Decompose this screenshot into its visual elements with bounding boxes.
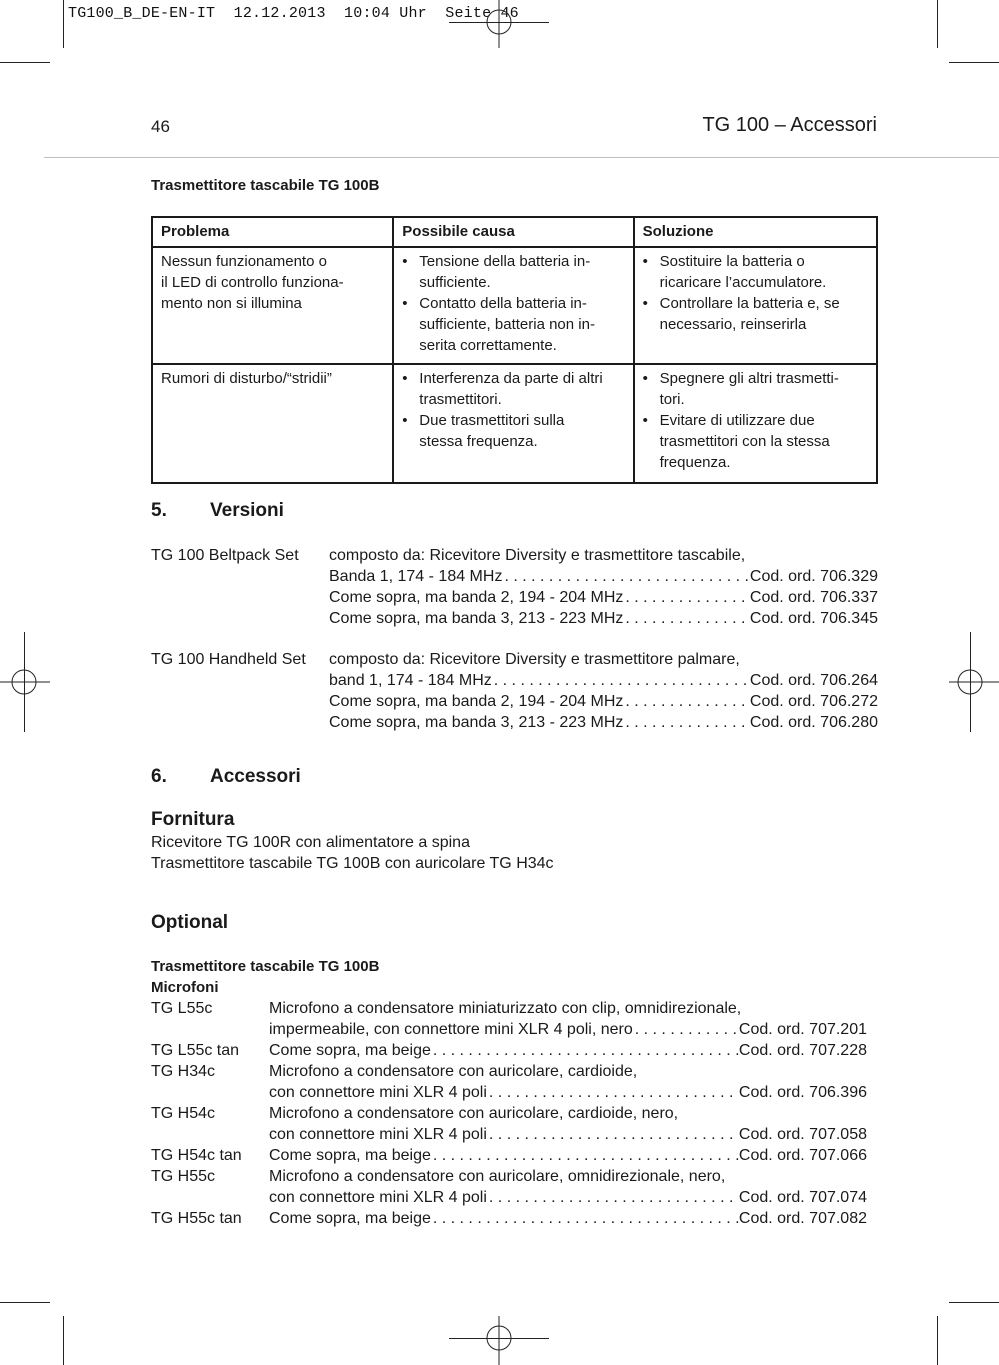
list-item: TG H55c Microfono a condensatore con auricolare, omnidirezionale, nero, — [151, 1168, 726, 1185]
list-item: TG H55c tan Come sopra, ma beige . . . Cod. ord. 707.082 — [151, 1208, 867, 1229]
list-item: • Contatto della batteria in- sufficiente, batteria non in- serita correttamente. — [402, 293, 624, 356]
table-header-row — [152, 217, 877, 247]
cause-cell — [393, 364, 633, 483]
list-item: TG H34c Microfono a condensatore con auricolare, cardioide, — [151, 1063, 638, 1080]
solution-cell — [634, 247, 877, 364]
microphones-heading: Microfoni — [151, 979, 219, 996]
list-item: • Controllare la batteria e, se necessario, reinserirla — [643, 293, 868, 335]
order-line: Banda 1, 174 - 184 MHz . . . Cod. ord. 706.329 — [329, 566, 878, 587]
troubleshooting-table — [151, 216, 878, 484]
set-name: TG 100 Beltpack Set — [151, 547, 299, 564]
solution-cell — [634, 364, 877, 483]
list-item: TG L55c Microfono a condensatore miniaturizzato con clip, omnidirezionale, — [151, 1000, 742, 1017]
header-rule — [44, 157, 999, 158]
list-item: • Due trasmettitori sulla stessa frequenza. — [402, 410, 624, 452]
cause-cell — [393, 247, 633, 364]
page-number: 46 — [151, 117, 170, 136]
running-head: TG 100 – Accessori — [702, 114, 877, 136]
optional-subheading: Trasmettitore tascabile TG 100B — [151, 958, 380, 975]
microphone-list: TG L55c Microfono a condensatore miniaturizzato con clip, omnidirezionale, impermeabile, con connettore mini XLR 4 poli, nero . . . Cod. ord. 707.201 TG L55c tan Come sopra, ma beige . . . Cod. ord. 707.228 TG H34c Microfono a condensatore con auricolare, cardioide, con connettore mini XLR 4 poli . . . Cod. ord. 706.396 TG H54c Microfono a condensatore con auricolare, cardioide, nero, con connettore mini XLR 4 poli . . . Cod. ord. 707.058 TG H54c tan Come sopra, ma beige . . . Cod. ord. 707.066 TG H55c Microfono a condensatore con auricolare, omnidirezionale, nero, con connettore mini XLR 4 poli . . . Cod. ord. 707.074 TG H55c tan Come sopra, ma beige . . . Cod. ord. 707.082 — [151, 998, 867, 1229]
set-name: TG 100 Handheld Set — [151, 651, 306, 668]
supply-line: Ricevitore TG 100R con alimentatore a spina — [151, 834, 470, 851]
order-line: Come sopra, ma banda 3, 213 - 223 MHz . . . Cod. ord. 706.280 — [329, 712, 878, 733]
supply-line: Trasmettitore tascabile TG 100B con auricolare TG H34c — [151, 855, 554, 872]
section-versions-heading: 5. Versioni — [151, 500, 284, 521]
problem-cell: Rumori di disturbo/“stridii” — [152, 364, 393, 483]
header-solution: Soluzione — [634, 217, 877, 247]
section-accessories-heading: 6. Accessori — [151, 766, 301, 787]
table-row — [152, 247, 877, 364]
set-intro: composto da: Ricevitore Diversity e trasmettitore palmare, — [329, 651, 740, 668]
table-row — [152, 364, 877, 483]
order-line: Come sopra, ma banda 2, 194 - 204 MHz . . . Cod. ord. 706.337 — [329, 587, 878, 608]
order-line: Come sopra, ma banda 2, 194 - 204 MHz . . . Cod. ord. 706.272 — [329, 691, 878, 712]
list-item: • Evitare di utilizzare due trasmettitori con la stessa frequenza. — [643, 410, 868, 473]
list-item: • Interferenza da parte di altri trasmettitori. — [402, 368, 624, 410]
list-item: TG H54c tan Come sopra, ma beige . . . Cod. ord. 707.066 — [151, 1145, 867, 1166]
print-slug: TG100_B_DE-EN-IT 12.12.2013 10:04 Uhr Seite 46 — [68, 5, 519, 22]
set-intro: composto da: Ricevitore Diversity e trasmettitore tascabile, — [329, 547, 746, 564]
list-item: • Sostituire la batteria o ricaricare l’accumulatore. — [643, 251, 868, 293]
order-line: Come sopra, ma banda 3, 213 - 223 MHz . . . Cod. ord. 706.345 — [329, 608, 878, 629]
list-item: TG L55c tan Come sopra, ma beige . . . Cod. ord. 707.228 — [151, 1040, 867, 1061]
optional-heading: Optional — [151, 912, 229, 933]
problem-cell: Nessun funzionamento o il LED di controllo funziona- mento non si illumina — [152, 247, 393, 364]
order-line: band 1, 174 - 184 MHz . . . Cod. ord. 706.264 — [329, 670, 878, 691]
header-problem: Problema — [152, 217, 393, 247]
list-item: • Spegnere gli altri trasmetti- tori. — [643, 368, 868, 410]
supply-heading: Fornitura — [151, 809, 235, 830]
troubleshooting-title: Trasmettitore tascabile TG 100B — [151, 177, 380, 194]
list-item: TG H54c Microfono a condensatore con auricolare, cardioide, nero, — [151, 1105, 679, 1122]
header-cause: Possibile causa — [393, 217, 633, 247]
list-item: • Tensione della batteria in- sufficiente. — [402, 251, 624, 293]
